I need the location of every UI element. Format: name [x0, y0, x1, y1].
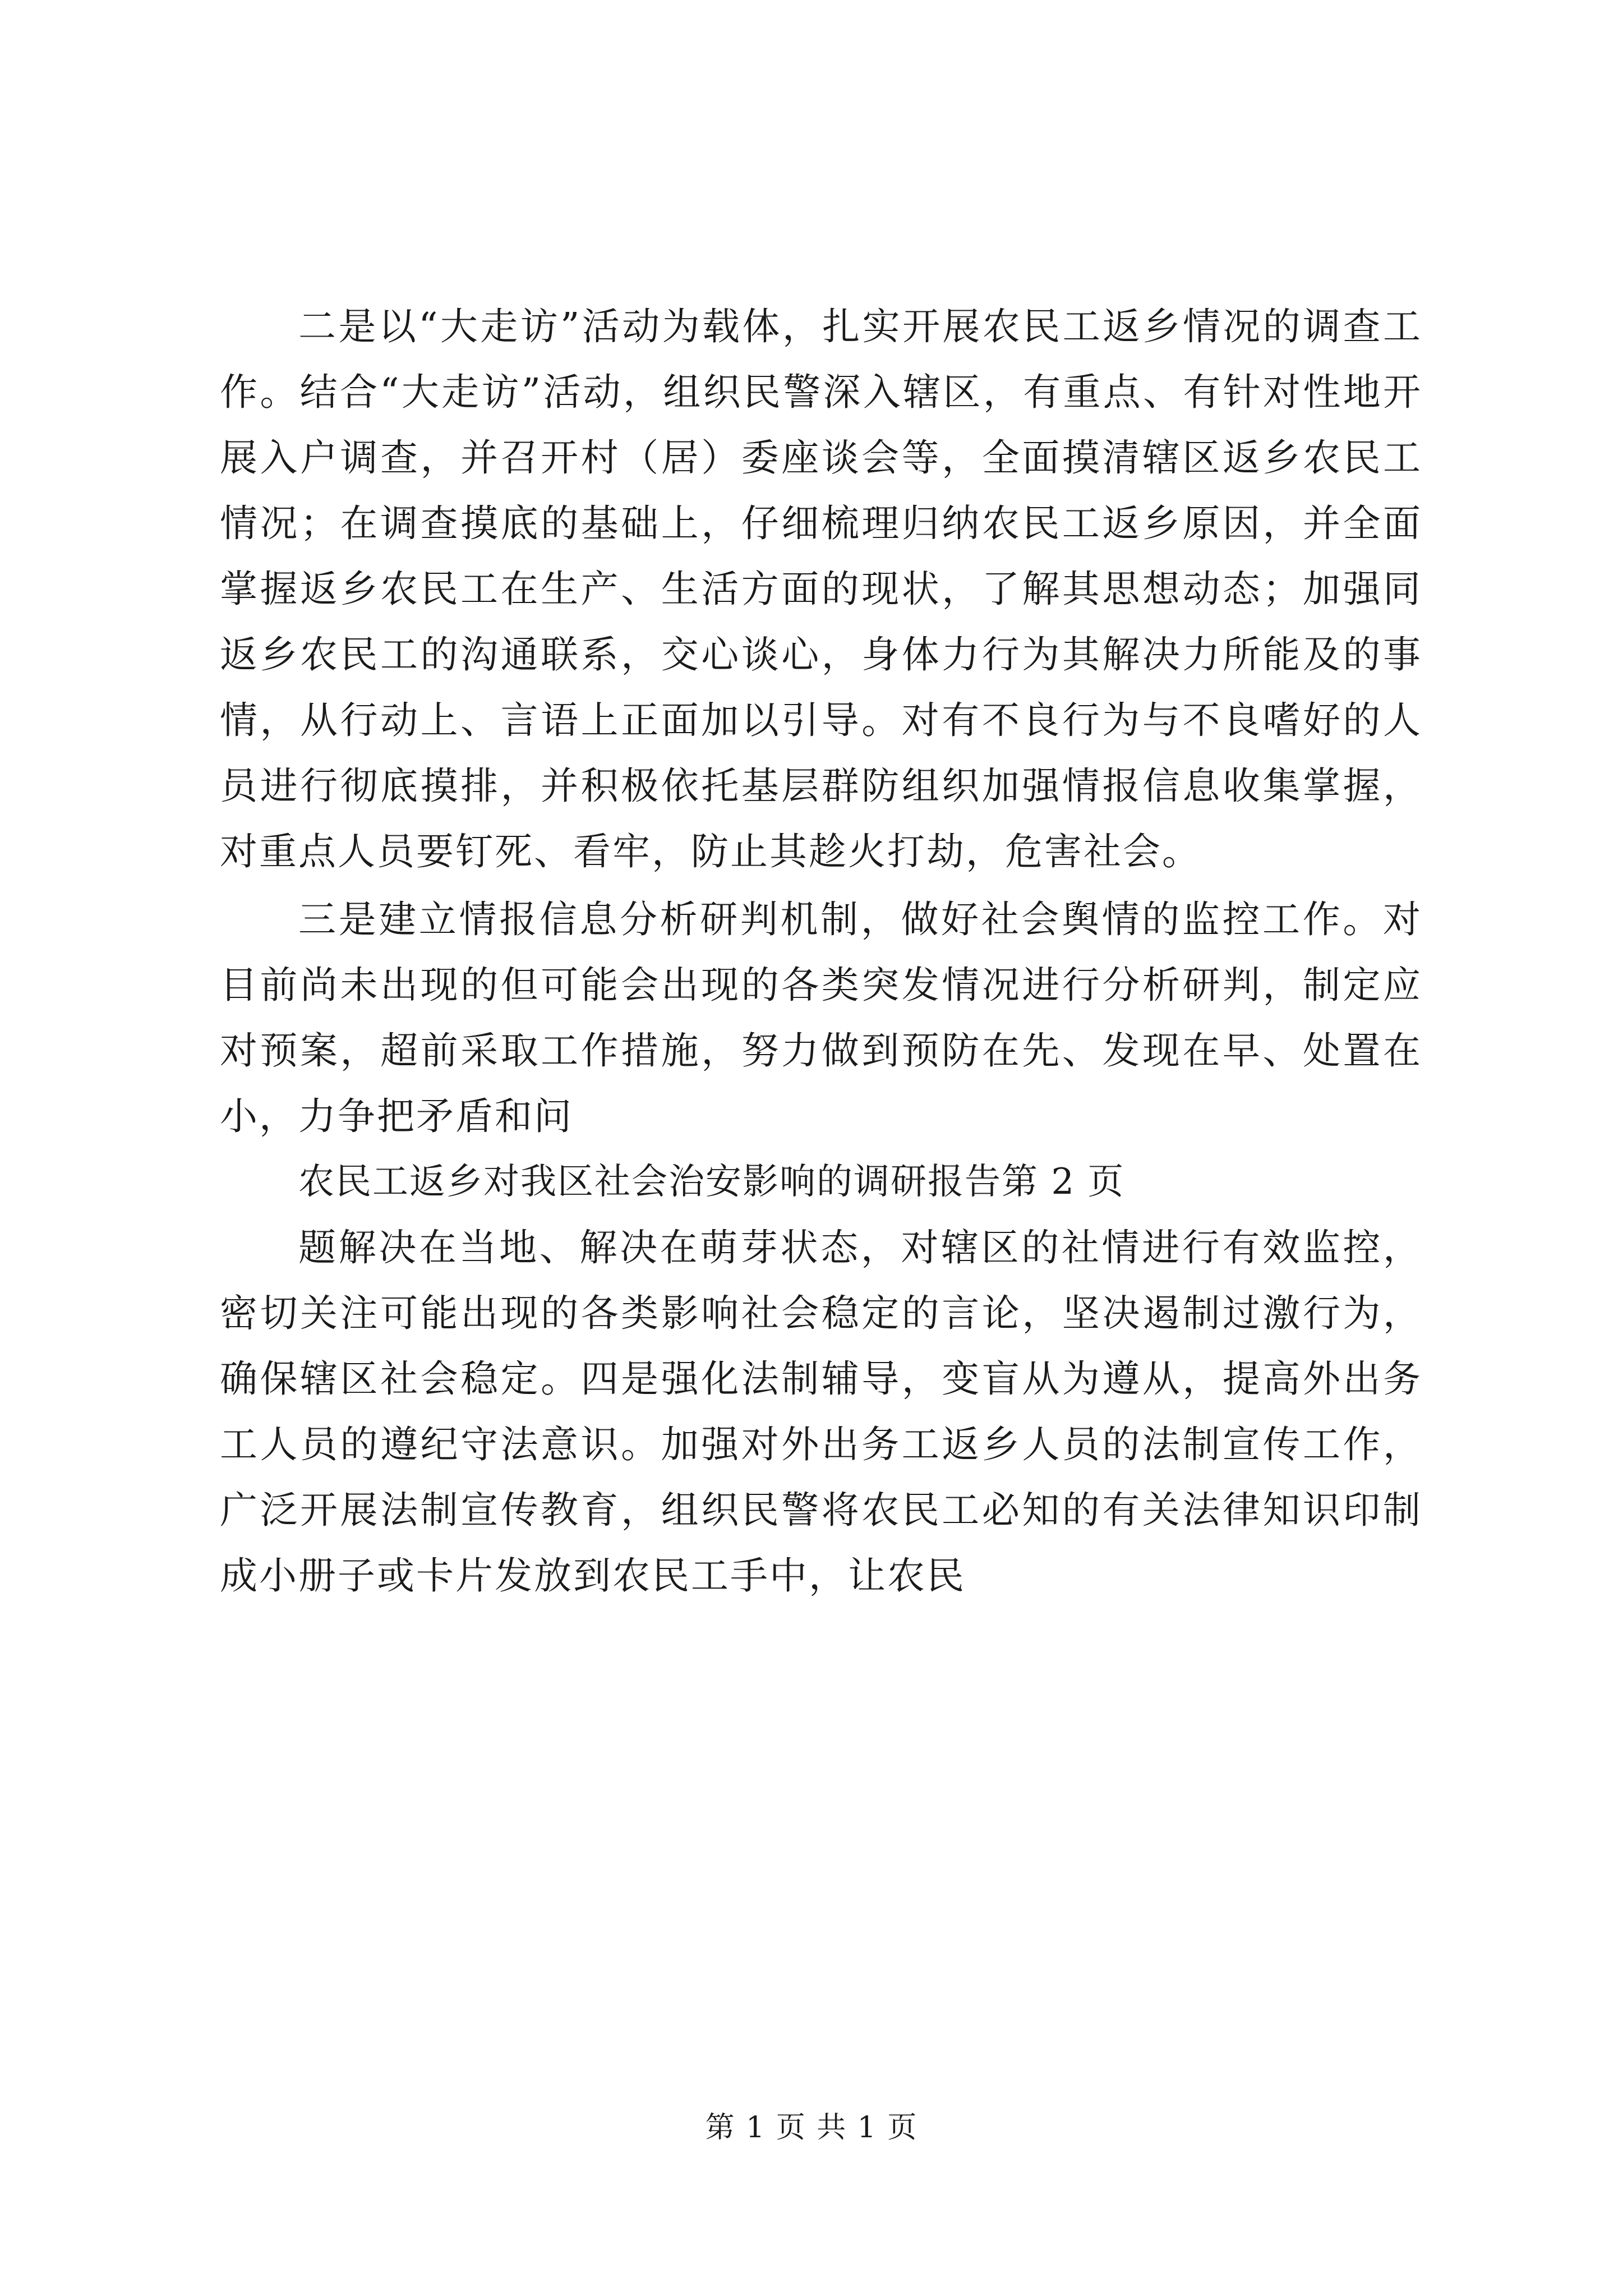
- page-continuation-title: 农民工返乡对我区社会治安影响的调研报告第 2 页: [298, 1161, 1125, 1203]
- page-footer: 第 1 页 共 1 页: [705, 2111, 918, 2145]
- paragraph-continuation: 题解决在当地、解决在萌芽状态，对辖区的社情进行有效监控，密切关注可能出现的各类影响社会稳定的言论，坚决遏制过激行为，确保辖区社会稳定。四是强化法制辅导，变盲从为遵从，提高外出务工人员的遵纪守法意识。加强对外出务工返乡人员的法制宣传工作，广泛开展法制宣传教育，组织民警将农民工必知的有关法律知识印制成小册子或卡片发放到农民工手中，让农民: [220, 1226, 1422, 1598]
- paragraph-intelligence: 三是建立情报信息分析研判机制，做好社会舆情的监控工作。对目前尚未出现的但可能会出现的各类突发情况进行分析研判，制定应对预案，超前采取工作措施，努力做到预防在先、发现在早、处置在小，力争把矛盾和问: [220, 898, 1422, 1138]
- document-body: [220, 294, 1422, 1609]
- paragraph-investigation: 二是以“大走访”活动为载体，扎实开展农民工返乡情况的调查工作。结合“大走访”活动，组织民警深入辖区，有重点、有针对性地开展入户调查，并召开村（居）委座谈会等，全面摸清辖区返乡农民工情况；在调查摸底的基础上，仔细梳理归纳农民工返乡原因，并全面掌握返乡农民工在生产、生活方面的现状，了解其思想动态；加强同返乡农民工的沟通联系，交心谈心，身体力行为其解决力所能及的事情，从行动上、言语上正面加以引导。对有不良行为与不良嗜好的人员进行彻底摸排，并积极依托基层群防组织加强情报信息收集掌握，对重点人员要钉死、看牢，防止其趁火打劫，危害社会。: [220, 305, 1422, 873]
